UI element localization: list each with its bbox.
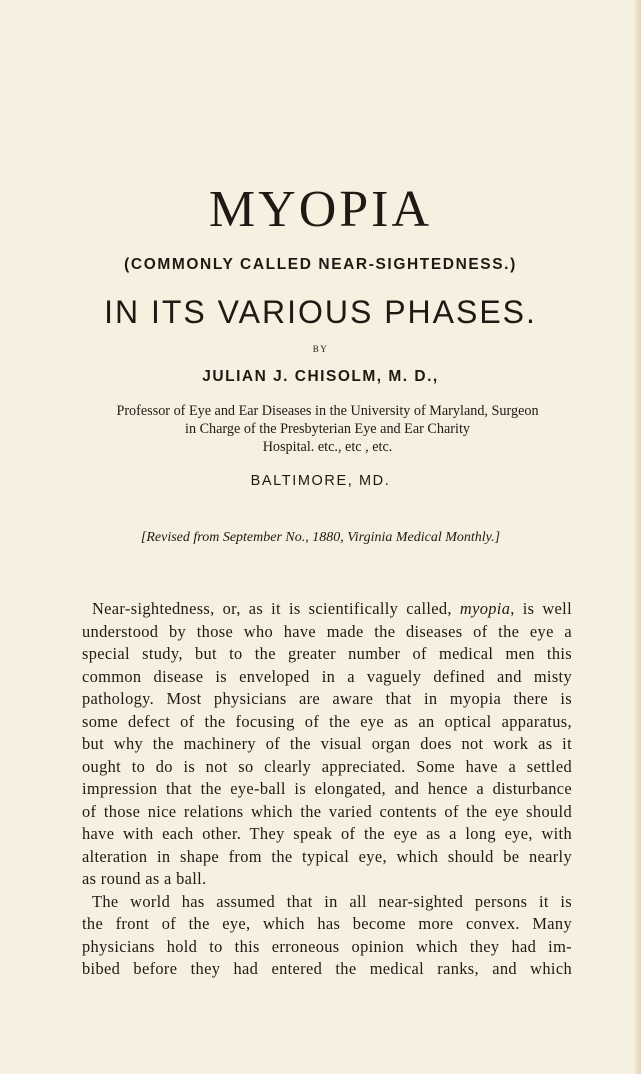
text-run: physicians hold to this erroneous opinion which they had im- <box>82 936 572 956</box>
text-run: understood by those who have made the diseases of the eye a <box>82 621 572 641</box>
text-line <box>82 891 572 914</box>
text-line <box>82 756 572 779</box>
text-run: have with each other. They speak of the eye as a long eye, with <box>82 824 572 843</box>
affiliation-line: Professor of Eye and Ear Diseases in the University of Maryland, Surgeon <box>116 403 539 419</box>
text-line <box>82 598 572 621</box>
main-title: MYOPIA <box>208 181 433 238</box>
text-run: the front of the eye, which has become more convex. Many <box>82 914 572 933</box>
text-run: alteration in shape from the typical eye, which should be nearly <box>82 846 572 866</box>
text-run: some defect of the focusing of the eye as an optical apparatus, <box>82 711 572 731</box>
by-line: BY <box>312 344 329 354</box>
author-name: JULIAN J. CHISOLM, M. D., <box>202 368 439 385</box>
bracket-close: .] <box>491 530 501 545</box>
body-text <box>82 598 572 981</box>
paragraph <box>82 891 572 981</box>
paragraph <box>82 598 572 891</box>
text-line <box>82 621 572 644</box>
text-line <box>82 913 572 936</box>
title-line-2: IN ITS VARIOUS PHASES. <box>104 294 537 330</box>
affiliation-line: Hospital. etc., etc , etc. <box>262 439 393 455</box>
text-run: impression that the eye-ball is elongated, and hence a disturbance <box>82 779 572 798</box>
text-run: Near-sightedness, or, as it is scientifically called, <box>92 599 460 618</box>
bracket-open: [ <box>140 530 147 545</box>
revision-source: Revised from September No., 1880, <box>146 530 348 545</box>
city-line: BALTIMORE, MD. <box>250 473 391 489</box>
author-affiliation <box>70 402 585 456</box>
journal-name: Virginia Medical Monthly <box>347 530 492 545</box>
text-line <box>82 823 572 846</box>
text-run: but why the machinery of the visual organ does not work as it <box>82 734 572 753</box>
text-line <box>82 778 572 801</box>
text-run: ought to do is not so clearly appreciated. Some have a settled <box>82 756 572 776</box>
affiliation-line: in Charge of the Presbyterian Eye and Ear Charity <box>185 421 470 437</box>
italic-term: myopia <box>459 599 511 618</box>
text-run: The world has assumed that in all near-sighted persons it is <box>92 891 572 911</box>
text-line <box>82 643 572 666</box>
text-line <box>82 868 572 891</box>
text-run: special study, but to the greater number of medical men this <box>82 644 572 663</box>
text-run: as round as a ball. <box>82 869 207 888</box>
revision-note <box>0 530 641 546</box>
text-line <box>82 958 572 981</box>
text-run: , is well <box>510 599 572 618</box>
text-run: bibed before they had entered the medical ranks, and which <box>82 959 572 978</box>
text-run: of those nice relations which the varied contents of the eye should <box>82 801 572 821</box>
text-line <box>82 711 572 734</box>
text-line <box>82 688 572 711</box>
text-line <box>82 666 572 689</box>
subtitle: (COMMONLY CALLED NEAR-SIGHTEDNESS.) <box>124 256 517 273</box>
text-line <box>82 733 572 756</box>
text-run: pathology. Most physicians are aware that in myopia there is <box>82 689 572 708</box>
text-line <box>82 801 572 824</box>
text-run: common disease is enveloped in a vaguely defined and misty <box>82 666 572 686</box>
text-line <box>82 936 572 959</box>
text-line <box>82 846 572 869</box>
